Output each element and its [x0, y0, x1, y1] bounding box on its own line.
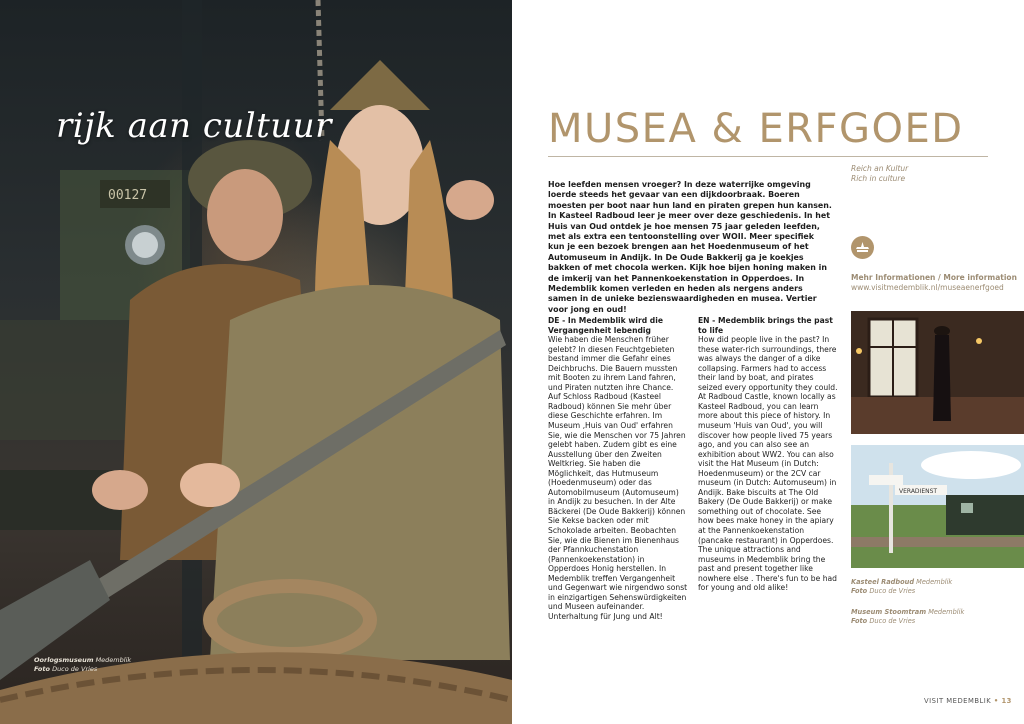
german-body: Wie haben die Menschen früher gelebt? In diesen Feuchtgebieten bestand immer die Gefahr eines Deichbruchs. Die Bauern mussten mit Booten zu ihrem Land fahren, und Piraten nutzten ihre Chance. Auf Schloss Radboud (Kasteel Radboud) können Sie mehr über diese Geschichte erfahren. Im Museum ‚Huis van Oud' erfahren Sie, wie die Menschen vor 75 Jahren gelebt haben. Zudem gibt es eine Ausstellung über den Zweiten Weltkrieg. Sie haben die Möglichkeit, das Hutmuseum (Hoedenmuseum) oder das Automobilmuseum (Automuseum) in Andijk zu besuchen. In der Alte Bäckerei (De Oude Bakkerij) können Sie Kekse backen oder mit Schokolade arbeiten. Beobachten Sie, wie die Bienen im Bienenhaus der Pfannkuchenstation (Pannenkoekenstation) in Opperdoes Honig herstellen. In Medemblik treffen Vergangenheit und Gegenwart wie nirgendwo sonst in einzigartigen Sehenswürdigkeiten und Museen aufeinander. Unterhaltung für Jung und Alt! [548, 335, 688, 621]
article-page [512, 0, 1024, 724]
vehicle-plate: 00127 [108, 188, 148, 203]
more-info [851, 273, 1017, 293]
more-info-label: Mehr Informationen / More information [851, 273, 1017, 282]
footer-separator: • [993, 697, 999, 705]
german-heading: DE - In Medemblik wird die Vergangenheit lebendig [548, 316, 663, 335]
english-body: How did people live in the past? In these water-rich surroundings, there was always the danger of a dike collapsing. Farmers had to access their land by boat, and pirates seized every opportunity they could. At Radboud Castle, known locally as Kasteel Radboud, you can learn more about this piece of history. In museum 'Huis van Oud', you will discover how people lived 75 years ago, and you can also see an exhibition about WW2. You can also visit the Hat Museum (in Dutch: Hoedenmuseum) or the 2CV car museum (in Dutch: Automuseum) in Andijk. Bake biscuits at The Old Bakery (De Oude Bakkerij) or make something out of chocolate. See how bees make honey in the apiary at the Pannenkoekenstation (pancake restaurant) in Opperdoes. The unique attractions and museums in Medemblik bring the past and present together like nowhere else . There's fun to be had for young and old alike! [698, 335, 838, 593]
photo-credit [34, 656, 131, 674]
english-column [698, 316, 838, 593]
caption1-foto-label: Foto [851, 587, 868, 595]
caption-tram [851, 608, 964, 626]
caption1-photographer: Duco de Vries [869, 587, 916, 595]
subtitle-de: Reich an Kultur [851, 164, 909, 173]
caption-castle [851, 578, 952, 596]
credit-museum: Oorlogsmuseum [34, 656, 94, 664]
headline-rule [548, 156, 988, 157]
credit-place: Medemblik [95, 656, 132, 664]
hat-icon [851, 236, 874, 259]
caption2-place: Medemblik [928, 608, 965, 616]
signpost-text: VERADIENST [899, 488, 938, 495]
credit-foto-label: Foto [34, 665, 50, 673]
german-column [548, 316, 688, 622]
caption2-foto-label: Foto [851, 617, 868, 625]
castle-interior-photo [851, 311, 1024, 434]
intro-paragraph: Hoe leefden mensen vroeger? In deze waterrijke omgeving loerde steeds het gevaar van een dijkdoorbraak. Boeren moesten per boot naar hun land en piraten grepen hun kansen. In Kasteel Radboud leer je meer over deze geschiedenis. In het Huis van Oud ontdek je hoe mensen 75 jaar geleden leefden, met als extra een tentoonstelling over WOII. Meer specifiek kun je een bezoek brengen aan het Hoedenmuseum of het Automuseum in Andijk. In De Oude Bakkerij ga je koekjes bakken of met chocola werken. Kijk hoe bijen honing maken in de imkerij van het Pannenkoekenstation in Opperdoes. In Medemblik komen verleden en heden als nergens anders samen in de unieke bezienswaardigheden en musea. Vertier voor jong en oud! [548, 180, 832, 314]
page-number: 13 [1001, 697, 1012, 705]
footer-brand: VISIT MEDEMBLIK [924, 697, 992, 705]
subtitle-en: Rich in culture [851, 174, 906, 183]
headline: MUSEA & ERFGOED [548, 106, 964, 152]
page-script-title: rijk aan cultuur [56, 106, 332, 146]
caption2-name: Museum Stoomtram [851, 608, 927, 616]
caption1-place: Medemblik [916, 578, 953, 586]
more-info-link[interactable]: www.visitmedemblik.nl/museaenerfgoed [851, 283, 1004, 292]
credit-photographer: Duco de Vries [52, 665, 98, 673]
caption2-photographer: Duco de Vries [869, 617, 916, 625]
page-footer [924, 697, 1012, 705]
english-heading: EN - Medemblik brings the past to life [698, 316, 833, 335]
steam-tram-photo [851, 445, 1024, 568]
translated-subtitle [851, 164, 908, 184]
caption1-name: Kasteel Radboud [851, 578, 915, 586]
